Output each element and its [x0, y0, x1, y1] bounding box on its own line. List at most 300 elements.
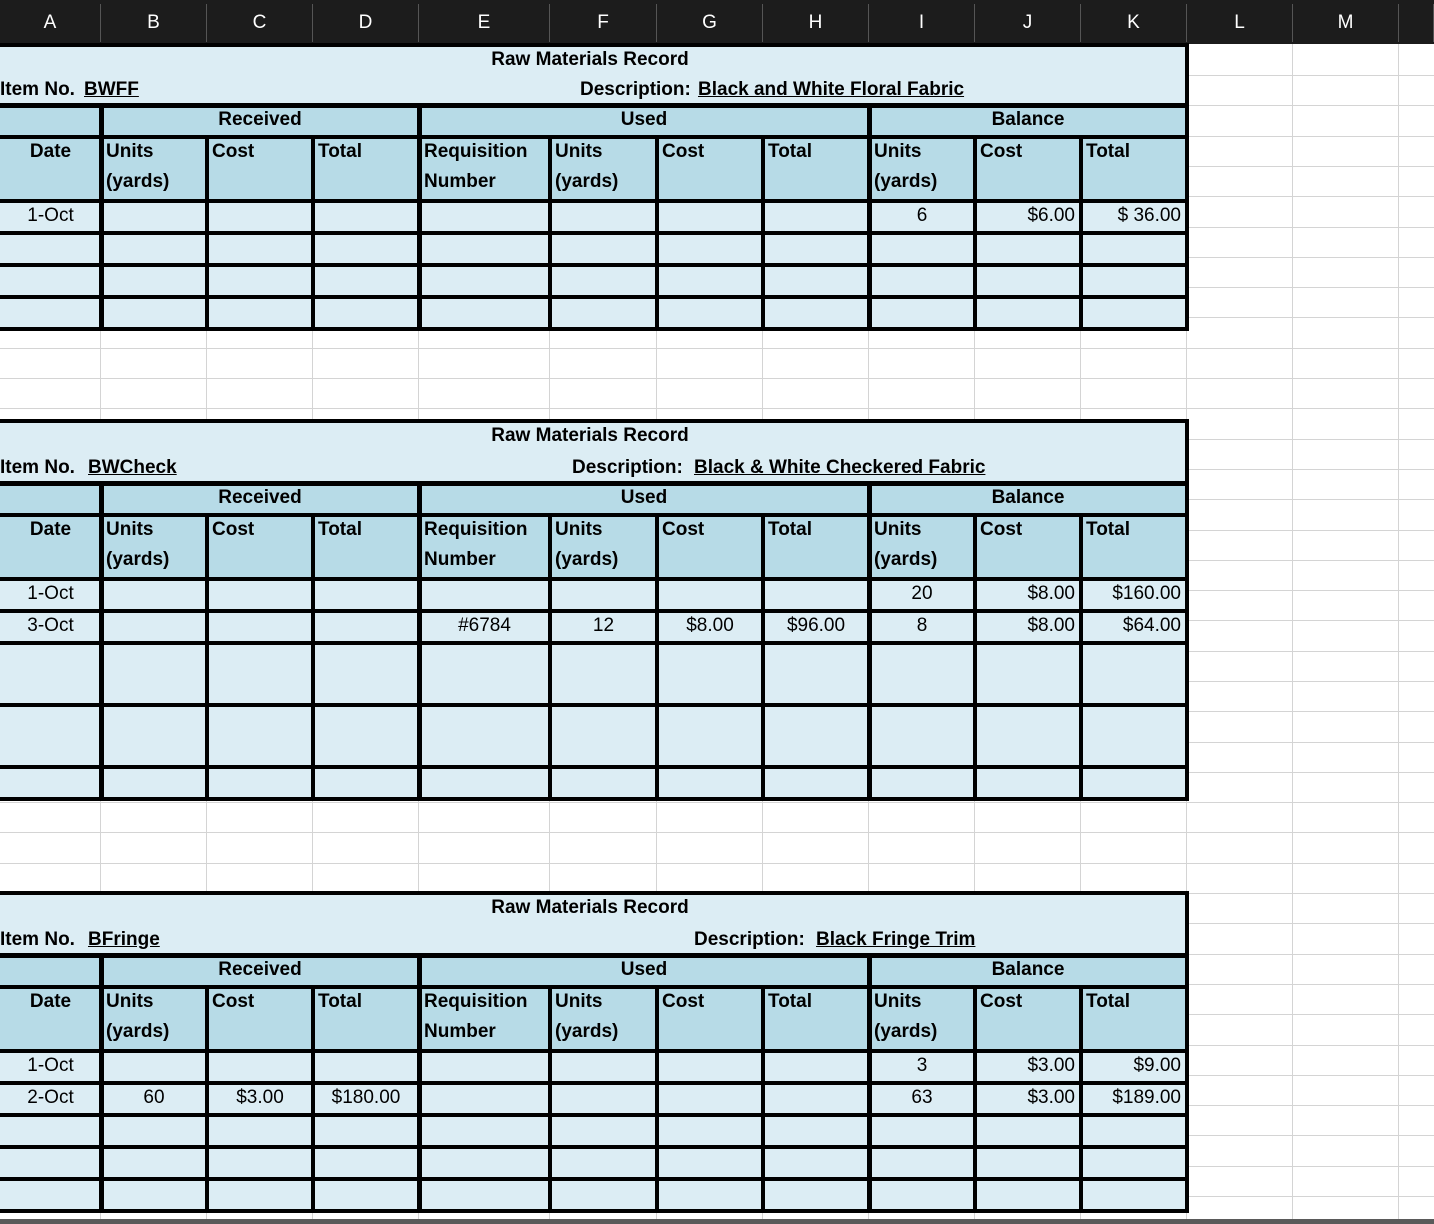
group-used: Used: [620, 109, 668, 130]
header-bal-total: Total: [1086, 991, 1130, 1012]
border-line: [0, 953, 1189, 958]
cell-req[interactable]: [419, 1051, 550, 1083]
border-line: [867, 955, 872, 1213]
header-recv-total: Total: [318, 141, 362, 162]
cell-recv-total[interactable]: [313, 1179, 419, 1211]
cell-recv-total[interactable]: [313, 611, 419, 643]
cell-recv-units[interactable]: [101, 643, 207, 705]
cell-date[interactable]: [0, 1147, 101, 1179]
cell-recv-units[interactable]: [101, 611, 207, 643]
cell-recv-units[interactable]: [101, 297, 207, 329]
cell-recv-total[interactable]: [313, 297, 419, 329]
cell-recv-total[interactable]: [313, 705, 419, 767]
border-line: [0, 481, 1189, 486]
column-header-m[interactable]: M: [1293, 4, 1399, 42]
cell-used-total[interactable]: [763, 767, 869, 799]
cell-used-cost[interactable]: [657, 705, 763, 767]
border-line: [0, 1113, 1189, 1117]
cell-used-units[interactable]: 12: [592, 615, 615, 636]
cell-date[interactable]: [0, 1179, 101, 1211]
border-line: [761, 515, 765, 801]
header-used-units: Units: [555, 519, 603, 540]
border-line: [548, 515, 552, 801]
cell-used-cost[interactable]: [657, 643, 763, 705]
cell-date[interactable]: 1-Oct: [27, 583, 74, 604]
cell-used-units[interactable]: [550, 233, 657, 265]
cell-used-total[interactable]: [763, 201, 869, 233]
cell-recv-total[interactable]: [313, 1051, 419, 1083]
header-bal-units: Units: [874, 141, 922, 162]
cell-recv-total[interactable]: [313, 579, 419, 611]
cell-used-total[interactable]: [763, 579, 869, 611]
border-line: [761, 137, 765, 331]
cell-used-cost[interactable]: [657, 297, 763, 329]
border-line: [311, 137, 315, 331]
cell-used-cost[interactable]: $8.00: [686, 615, 734, 636]
cell-bal-cost[interactable]: [975, 233, 1081, 265]
cell-req[interactable]: [419, 1179, 550, 1211]
cell-bal-cost[interactable]: $8.00: [1027, 583, 1075, 604]
cell-bal-total[interactable]: [1081, 265, 1187, 297]
cell-recv-units[interactable]: [101, 1051, 207, 1083]
cell-date[interactable]: [0, 705, 101, 767]
cell-recv-total[interactable]: $180.00: [331, 1087, 401, 1108]
column-header-a[interactable]: A: [0, 4, 101, 42]
gridline-vertical: [1292, 44, 1293, 1224]
cell-bal-units[interactable]: [869, 233, 975, 265]
cell-date[interactable]: [0, 643, 101, 705]
cell-bal-total[interactable]: $ 36.00: [1117, 205, 1181, 226]
header-req-sub: Number: [424, 171, 496, 192]
column-header-j[interactable]: J: [975, 4, 1081, 42]
cell-used-total[interactable]: [763, 297, 869, 329]
cell-recv-cost[interactable]: [207, 1051, 313, 1083]
header-used-total: Total: [768, 141, 812, 162]
border-line: [99, 105, 104, 331]
item-number-value: BWFF: [84, 79, 139, 100]
item-number-label: Item No.: [0, 457, 75, 478]
cell-used-total[interactable]: [763, 705, 869, 767]
cell-bal-units[interactable]: [869, 1179, 975, 1211]
cell-recv-cost[interactable]: [207, 767, 313, 799]
cell-recv-total[interactable]: [313, 233, 419, 265]
column-header-i[interactable]: I: [869, 4, 975, 42]
border-line: [0, 1049, 1189, 1053]
header-recv-cost: Cost: [212, 519, 255, 540]
header-req: Requisition: [424, 519, 528, 540]
cell-bal-cost[interactable]: $3.00: [1027, 1055, 1075, 1076]
border-line: [867, 483, 872, 801]
column-header-b[interactable]: B: [101, 4, 207, 42]
cell-used-cost[interactable]: [657, 1179, 763, 1211]
cell-bal-cost[interactable]: [975, 1147, 1081, 1179]
cell-bal-units[interactable]: 20: [911, 583, 933, 604]
border-line: [205, 515, 209, 801]
border-line: [761, 987, 765, 1213]
border-line: [0, 609, 1189, 613]
cell-bal-cost[interactable]: [975, 1179, 1081, 1211]
border-line: [0, 419, 1189, 423]
item-number-value: BWCheck: [88, 457, 177, 478]
border-line: [1185, 421, 1189, 801]
cell-bal-units[interactable]: 3: [916, 1055, 928, 1076]
border-line: [548, 137, 552, 331]
gridline-horizontal: [0, 378, 1434, 379]
header-recv-units: Units: [106, 519, 154, 540]
border-line: [0, 1209, 1189, 1213]
gridline-horizontal: [0, 832, 1434, 833]
border-line: [1185, 893, 1189, 1213]
column-header-h[interactable]: H: [763, 4, 869, 42]
record-title: Raw Materials Record: [491, 897, 689, 918]
cell-bal-units[interactable]: [869, 705, 975, 767]
cell-recv-cost[interactable]: [207, 611, 313, 643]
cell-used-units[interactable]: [550, 767, 657, 799]
column-header-g[interactable]: G: [657, 4, 763, 42]
header-recv-units-sub: (yards): [106, 549, 170, 570]
border-line: [0, 891, 1189, 895]
border-line: [548, 987, 552, 1213]
record-title: Raw Materials Record: [491, 49, 689, 70]
header-date: Date: [29, 141, 72, 162]
cell-recv-units[interactable]: [101, 579, 207, 611]
cell-recv-cost[interactable]: [207, 1179, 313, 1211]
cell-bal-total[interactable]: [1081, 643, 1187, 705]
description-label: Description:: [572, 457, 683, 478]
group-received: Received: [218, 487, 302, 508]
cell-bal-cost[interactable]: [975, 1115, 1081, 1147]
border-line: [99, 955, 104, 1213]
cell-used-units[interactable]: [550, 643, 657, 705]
column-header-c[interactable]: C: [207, 4, 313, 42]
header-date: Date: [29, 519, 72, 540]
cell-date[interactable]: [0, 265, 101, 297]
cell-used-units[interactable]: [550, 297, 657, 329]
border-line: [0, 577, 1189, 581]
header-bal-total: Total: [1086, 519, 1130, 540]
gridline-horizontal: [0, 802, 1434, 803]
description-value: Black & White Checkered Fabric: [694, 457, 986, 478]
header-used-units-sub: (yards): [555, 171, 619, 192]
cell-used-units[interactable]: [550, 1179, 657, 1211]
header-used-cost: Cost: [662, 141, 705, 162]
cell-bal-total[interactable]: [1081, 1147, 1187, 1179]
border-line: [973, 987, 977, 1213]
border-line: [205, 987, 209, 1213]
header-bal-cost: Cost: [980, 519, 1023, 540]
cell-date[interactable]: 1-Oct: [27, 205, 74, 226]
cell-recv-cost[interactable]: [207, 643, 313, 705]
cell-recv-cost[interactable]: [207, 579, 313, 611]
border-line: [867, 105, 872, 331]
cell-bal-cost[interactable]: $3.00: [1027, 1087, 1075, 1108]
border-line: [0, 231, 1189, 235]
cell-req[interactable]: [419, 767, 550, 799]
border-line: [1079, 515, 1083, 801]
border-line: [311, 515, 315, 801]
group-balance: Balance: [991, 109, 1065, 130]
group-received: Received: [218, 959, 302, 980]
border-line: [1079, 987, 1083, 1213]
cell-req[interactable]: [419, 579, 550, 611]
header-bal-units: Units: [874, 991, 922, 1012]
column-header-l[interactable]: L: [1187, 4, 1293, 42]
cell-date[interactable]: 2-Oct: [27, 1087, 74, 1108]
cell-used-cost[interactable]: [657, 265, 763, 297]
cell-recv-total[interactable]: [313, 265, 419, 297]
cell-req[interactable]: [419, 1147, 550, 1179]
header-recv-units-sub: (yards): [106, 171, 170, 192]
header-used-units: Units: [555, 991, 603, 1012]
cell-date[interactable]: 3-Oct: [27, 615, 74, 636]
cell-bal-cost[interactable]: [975, 705, 1081, 767]
cell-bal-total[interactable]: $64.00: [1122, 615, 1181, 636]
cell-recv-total[interactable]: [313, 643, 419, 705]
description-value: Black and White Floral Fabric: [698, 79, 965, 100]
column-header-f[interactable]: F: [550, 4, 657, 42]
cell-bal-cost[interactable]: [975, 643, 1081, 705]
cell-bal-total[interactable]: [1081, 705, 1187, 767]
cell-recv-units[interactable]: [101, 201, 207, 233]
cell-bal-units[interactable]: [869, 1147, 975, 1179]
cell-recv-units[interactable]: [101, 1115, 207, 1147]
description-label: Description:: [580, 79, 691, 100]
cell-used-units[interactable]: [550, 579, 657, 611]
cell-recv-cost[interactable]: $3.00: [236, 1087, 284, 1108]
cell-used-total[interactable]: [763, 643, 869, 705]
cell-recv-cost[interactable]: [207, 265, 313, 297]
cell-used-units[interactable]: [550, 201, 657, 233]
cell-bal-units[interactable]: [869, 297, 975, 329]
description-value: Black Fringe Trim: [816, 929, 976, 950]
cell-used-units[interactable]: [550, 1147, 657, 1179]
border-line: [205, 137, 209, 331]
cell-used-units[interactable]: [550, 1115, 657, 1147]
column-header-e[interactable]: E: [419, 4, 550, 42]
border-line: [0, 327, 1189, 331]
header-used-units-sub: (yards): [555, 549, 619, 570]
border-line: [0, 103, 1189, 108]
header-recv-units-sub: (yards): [106, 1021, 170, 1042]
border-line: [0, 641, 1189, 645]
cell-bal-units[interactable]: [869, 767, 975, 799]
cell-recv-units[interactable]: [101, 233, 207, 265]
border-line: [973, 137, 977, 331]
cell-used-cost[interactable]: [657, 1115, 763, 1147]
border-line: [655, 137, 659, 331]
header-recv-units: Units: [106, 991, 154, 1012]
cell-recv-units[interactable]: [101, 705, 207, 767]
item-number-label: Item No.: [0, 79, 75, 100]
border-line: [0, 985, 1189, 989]
cell-date[interactable]: [0, 297, 101, 329]
cell-date[interactable]: [0, 233, 101, 265]
cell-bal-cost[interactable]: $8.00: [1027, 615, 1075, 636]
header-req: Requisition: [424, 141, 528, 162]
cell-recv-units[interactable]: [101, 1179, 207, 1211]
cell-recv-units[interactable]: [101, 1147, 207, 1179]
header-bal-units: Units: [874, 519, 922, 540]
cell-used-cost[interactable]: [657, 1051, 763, 1083]
border-line: [417, 105, 422, 331]
cell-used-total[interactable]: [763, 233, 869, 265]
cell-used-total[interactable]: [763, 265, 869, 297]
group-received: Received: [218, 109, 302, 130]
border-line: [655, 987, 659, 1213]
cell-recv-units[interactable]: 60: [143, 1087, 165, 1108]
item-number-value: BFringe: [88, 929, 160, 950]
cell-req[interactable]: [419, 265, 550, 297]
cell-used-units[interactable]: [550, 1051, 657, 1083]
cell-used-total[interactable]: [763, 1147, 869, 1179]
cell-used-cost[interactable]: [657, 767, 763, 799]
border-line: [0, 135, 1189, 139]
group-balance: Balance: [991, 959, 1065, 980]
header-bal-units-sub: (yards): [874, 171, 938, 192]
cell-bal-cost[interactable]: [975, 767, 1081, 799]
cell-bal-units[interactable]: 63: [911, 1087, 933, 1108]
cell-recv-cost[interactable]: [207, 1147, 313, 1179]
cell-req[interactable]: [419, 1083, 550, 1115]
column-header-d[interactable]: D: [313, 4, 419, 42]
cell-bal-units[interactable]: [869, 643, 975, 705]
header-used-total: Total: [768, 519, 812, 540]
cell-recv-total[interactable]: [313, 1115, 419, 1147]
header-used-cost: Cost: [662, 519, 705, 540]
cell-req[interactable]: [419, 705, 550, 767]
cell-bal-total[interactable]: [1081, 233, 1187, 265]
header-used-cost: Cost: [662, 991, 705, 1012]
border-line: [0, 263, 1189, 267]
gridline-horizontal: [0, 348, 1434, 349]
cell-req[interactable]: [419, 643, 550, 705]
border-line: [1079, 137, 1083, 331]
cell-date[interactable]: [0, 1115, 101, 1147]
cell-used-total[interactable]: [763, 1179, 869, 1211]
cell-recv-cost[interactable]: [207, 705, 313, 767]
cell-recv-total[interactable]: [313, 767, 419, 799]
gridline-horizontal: [0, 863, 1434, 864]
cell-req[interactable]: #6784: [458, 615, 511, 636]
cell-bal-units[interactable]: 8: [916, 615, 928, 636]
header-recv-units: Units: [106, 141, 154, 162]
cell-used-units[interactable]: [550, 705, 657, 767]
item-number-label: Item No.: [0, 929, 75, 950]
cell-bal-units[interactable]: [869, 1115, 975, 1147]
header-recv-cost: Cost: [212, 141, 255, 162]
cell-bal-total[interactable]: [1081, 297, 1187, 329]
header-bal-total: Total: [1086, 141, 1130, 162]
cell-req[interactable]: [419, 201, 550, 233]
cell-bal-total[interactable]: [1081, 1115, 1187, 1147]
border-line: [973, 515, 977, 801]
cell-recv-units[interactable]: [101, 767, 207, 799]
cell-date[interactable]: 1-Oct: [27, 1055, 74, 1076]
header-bal-units-sub: (yards): [874, 549, 938, 570]
column-header-extra[interactable]: [1399, 4, 1434, 42]
border-line: [0, 703, 1189, 707]
header-used-total: Total: [768, 991, 812, 1012]
group-used: Used: [620, 487, 668, 508]
header-recv-cost: Cost: [212, 991, 255, 1012]
cell-used-units[interactable]: [550, 265, 657, 297]
header-used-units-sub: (yards): [555, 1021, 619, 1042]
description-label: Description:: [694, 929, 805, 950]
border-line: [655, 515, 659, 801]
header-bal-units-sub: (yards): [874, 1021, 938, 1042]
border-line: [311, 987, 315, 1213]
cell-bal-cost[interactable]: [975, 297, 1081, 329]
group-balance: Balance: [991, 487, 1065, 508]
cell-date[interactable]: [0, 767, 101, 799]
group-used: Used: [620, 959, 668, 980]
cell-recv-cost[interactable]: [207, 297, 313, 329]
header-used-units: Units: [555, 141, 603, 162]
cell-bal-total[interactable]: [1081, 767, 1187, 799]
header-bal-cost: Cost: [980, 991, 1023, 1012]
cell-used-cost[interactable]: [657, 1147, 763, 1179]
cell-used-total[interactable]: [763, 1083, 869, 1115]
cell-used-cost[interactable]: [657, 201, 763, 233]
border-line: [0, 765, 1189, 769]
border-line: [417, 955, 422, 1213]
header-req-sub: Number: [424, 1021, 496, 1042]
cell-bal-units[interactable]: 6: [916, 205, 928, 226]
cell-used-cost[interactable]: [657, 579, 763, 611]
cell-bal-total[interactable]: $9.00: [1133, 1055, 1181, 1076]
border-line: [99, 483, 104, 801]
cell-used-total[interactable]: $96.00: [786, 615, 846, 636]
cell-bal-units[interactable]: [869, 265, 975, 297]
cell-used-cost[interactable]: [657, 233, 763, 265]
cell-recv-cost[interactable]: [207, 1115, 313, 1147]
border-line: [0, 1081, 1189, 1085]
cell-bal-cost[interactable]: $6.00: [1027, 205, 1075, 226]
border-line: [0, 199, 1189, 203]
border-line: [0, 513, 1189, 517]
border-line: [0, 1177, 1189, 1181]
header-recv-total: Total: [318, 519, 362, 540]
cell-req[interactable]: [419, 1115, 550, 1147]
header-bal-cost: Cost: [980, 141, 1023, 162]
cell-used-total[interactable]: [763, 1115, 869, 1147]
column-header-k[interactable]: K: [1081, 4, 1187, 42]
cell-bal-total[interactable]: $189.00: [1112, 1087, 1181, 1108]
cell-bal-total[interactable]: [1081, 1179, 1187, 1211]
cell-used-units[interactable]: [550, 1083, 657, 1115]
header-req-sub: Number: [424, 549, 496, 570]
bottom-scrollbar-strip[interactable]: [0, 1219, 1434, 1224]
cell-recv-total[interactable]: [313, 1147, 419, 1179]
cell-bal-cost[interactable]: [975, 265, 1081, 297]
cell-req[interactable]: [419, 297, 550, 329]
header-recv-total: Total: [318, 991, 362, 1012]
cell-req[interactable]: [419, 233, 550, 265]
border-line: [0, 43, 1189, 47]
cell-recv-cost[interactable]: [207, 233, 313, 265]
cell-bal-total[interactable]: $160.00: [1112, 583, 1181, 604]
cell-recv-cost[interactable]: [207, 201, 313, 233]
cell-recv-total[interactable]: [313, 201, 419, 233]
cell-used-cost[interactable]: [657, 1083, 763, 1115]
border-line: [0, 797, 1189, 801]
border-line: [417, 483, 422, 801]
border-line: [0, 295, 1189, 299]
gridline-vertical: [1398, 44, 1399, 1224]
cell-recv-units[interactable]: [101, 265, 207, 297]
cell-used-total[interactable]: [763, 1051, 869, 1083]
header-req: Requisition: [424, 991, 528, 1012]
